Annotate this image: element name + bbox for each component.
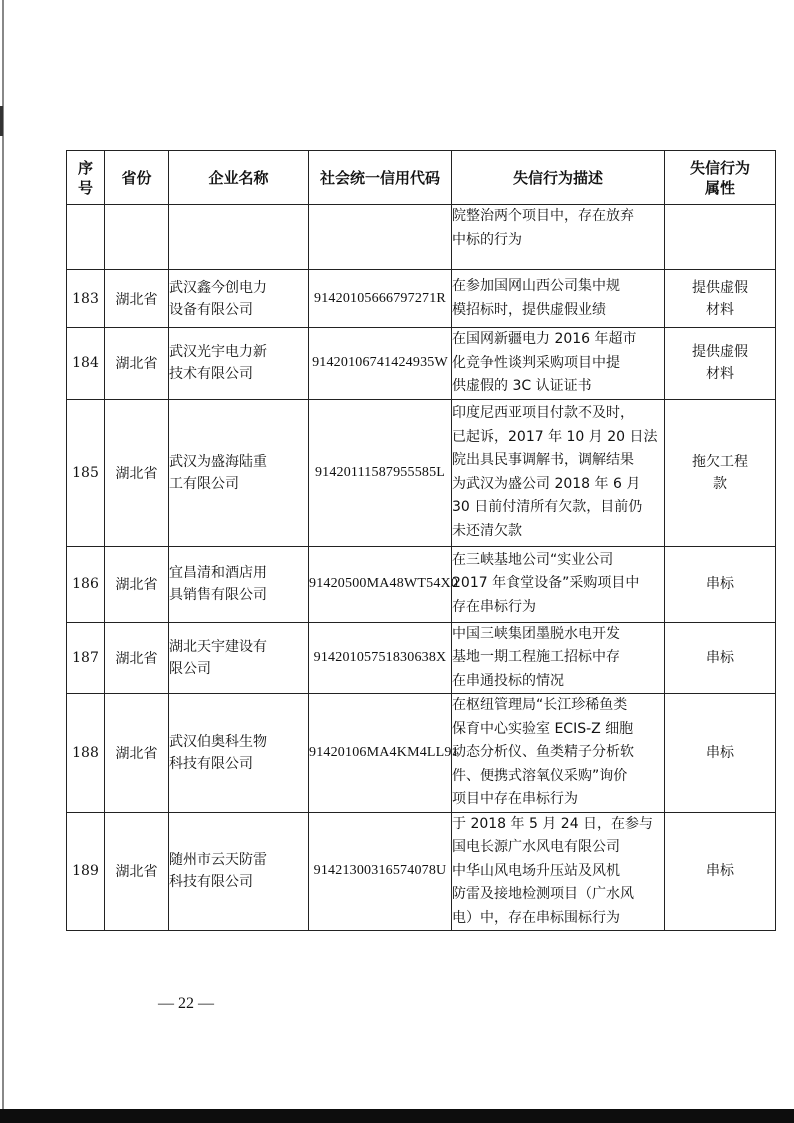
description-cell: 在参加国网山西公司集中规 模招标时，提供虚假业绩	[452, 270, 665, 328]
attribute-cell: 串标	[665, 622, 776, 694]
company-name-cell: 武汉为盛海陆重 工有限公司	[169, 399, 309, 546]
province-cell: 湖北省	[105, 694, 169, 813]
credit-code-cell: 91420106MA4KM4LL91	[309, 694, 452, 813]
row-number: 183	[67, 270, 105, 328]
company-name-cell: 武汉伯奥科生物 科技有限公司	[169, 694, 309, 813]
table-row	[67, 270, 776, 328]
credit-code-cell: 91420500MA48WT54X0	[309, 546, 452, 622]
scan-bottom-edge	[0, 1109, 794, 1123]
header-row	[67, 151, 776, 205]
header-province: 省份	[105, 151, 169, 205]
company-name-cell: 随州市云天防雷 科技有限公司	[169, 812, 309, 931]
credit-code-cell: 91420111587955585L	[309, 399, 452, 546]
company-name-cell: 武汉光宇电力新 技术有限公司	[169, 328, 309, 400]
province-cell: 湖北省	[105, 270, 169, 328]
table-row	[67, 694, 776, 813]
attribute-cell: 提供虚假 材料	[665, 328, 776, 400]
attribute-cell: 提供虚假 材料	[665, 270, 776, 328]
continuation-row	[67, 205, 776, 270]
table-row	[67, 622, 776, 694]
page-number: — 22 —	[158, 995, 214, 1012]
header-no: 序 号	[67, 151, 105, 205]
description-cell: 印度尼西亚项目付款不及时， 已起诉，2017 年 10 月 20 日法 院出具民事调解书，调解结果 为武汉为盛公司 2018 年 6 月 30 日前付清所有欠款，目前仍 未还清欠款	[452, 399, 665, 546]
description-cell: 在三峡基地公司“实业公司 2017 年食堂设备”采购项目中 存在串标行为	[452, 546, 665, 622]
company-name-cell: 宜昌清和酒店用 具销售有限公司	[169, 546, 309, 622]
header-description: 失信行为描述	[452, 151, 665, 205]
province-cell: 湖北省	[105, 812, 169, 931]
attribute-cell: 串标	[665, 694, 776, 813]
province-cell: 湖北省	[105, 622, 169, 694]
row-number: 184	[67, 328, 105, 400]
credit-code-cell: 91420105751830638X	[309, 622, 452, 694]
header-attribute: 失信行为 属性	[665, 151, 776, 205]
page-edge	[2, 0, 4, 1123]
header-company: 企业名称	[169, 151, 309, 205]
description-cell: 中国三峡集团墨脱水电开发 基地一期工程施工招标中存 在串通投标的情况	[452, 622, 665, 694]
row-number: 188	[67, 694, 105, 813]
company-name-cell: 湖北天宇建设有 限公司	[169, 622, 309, 694]
description-cell: 在国网新疆电力 2016 年超市 化竞争性谈判采购项目中提 供虚假的 3C 认证证书	[452, 328, 665, 400]
row-number: 189	[67, 812, 105, 931]
province-cell: 湖北省	[105, 328, 169, 400]
binding-mark	[0, 106, 3, 136]
row-number: 186	[67, 546, 105, 622]
province-cell: 湖北省	[105, 399, 169, 546]
credit-code-cell: 91421300316574078U	[309, 812, 452, 931]
description-cell: 在枢纽管理局“长江珍稀鱼类 保育中心实验室 ECIS-Z 细胞 动态分析仪、鱼类精子分析软 件、便携式溶氧仪采购”询价 项目中存在串标行为	[452, 694, 665, 813]
table-row	[67, 812, 776, 931]
description-cell: 于 2018 年 5 月 24 日，在参与 国电长源广水风电有限公司 中华山风电场升压站及风机 防雷及接地检测项目（广水风 电）中，存在串标围标行为	[452, 812, 665, 931]
row-number: 187	[67, 622, 105, 694]
row-number: 185	[67, 399, 105, 546]
table-row	[67, 399, 776, 546]
table-row	[67, 328, 776, 400]
attribute-cell: 串标	[665, 546, 776, 622]
attribute-cell: 拖欠工程 款	[665, 399, 776, 546]
header-code: 社会统一信用代码	[309, 151, 452, 205]
company-name-cell: 武汉鑫今创电力 设备有限公司	[169, 270, 309, 328]
continuation-description: 院整治两个项目中，存在放弃 中标的行为	[452, 205, 665, 270]
credit-code-cell: 91420105666797271R	[309, 270, 452, 328]
attribute-cell: 串标	[665, 812, 776, 931]
credit-code-cell: 91420106741424935W	[309, 328, 452, 400]
province-cell: 湖北省	[105, 546, 169, 622]
table-row	[67, 546, 776, 622]
dishonesty-table	[66, 150, 776, 931]
